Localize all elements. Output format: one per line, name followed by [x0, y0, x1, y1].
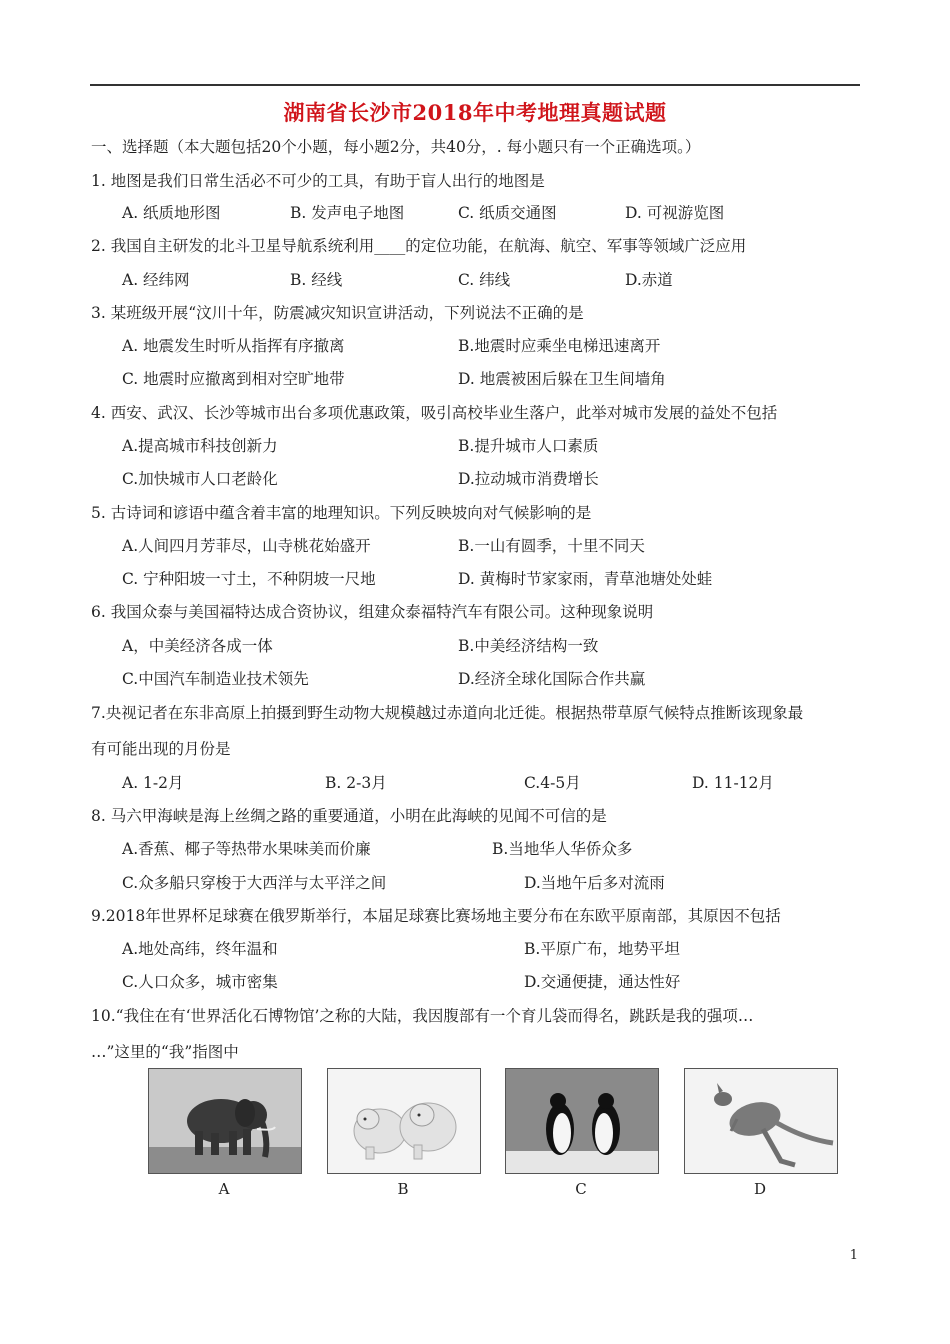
question-6-option-c: C.中国汽车制造业技术领先 [122, 670, 309, 688]
question-9-option-b: B.平原广布，地势平坦 [524, 940, 680, 958]
question-2-option-c: C. 纬线 [458, 271, 511, 289]
question-4-option-b: B.提升城市人口素质 [458, 437, 599, 455]
question-8-option-b: B.当地华人华侨众多 [492, 840, 633, 858]
section-heading: 一、选择题（本大题包括20个小题，每小题2分，共40分，. 每小题只有一个正确选项。） [91, 138, 701, 156]
question-2-stem: 2. 我国自主研发的北斗卫星导航系统利用____的定位功能，在航海、航空、军事等领域广泛应用 [91, 237, 747, 255]
question-6-option-a: A，中美经济各成一体 [122, 637, 273, 655]
question-5-option-d: D. 黄梅时节家家雨，青草池塘处处蛙 [458, 570, 713, 588]
question-7-stem-line-1: 7.央视记者在东非高原上拍摄到野生动物大规模越过赤道向北迁徙。根据热带草原气候特点推断该现象最 [91, 704, 804, 722]
question-5-option-b: B.一山有圆季，十里不同天 [458, 537, 645, 555]
picture-label-b: B [397, 1180, 409, 1198]
penguins-photo [505, 1068, 659, 1174]
question-10-stem-line-1: 10.“我住在有‘世界活化石博物馆’之称的大陆，我因腹部有一个育儿袋而得名，跳跃是我的强项… [91, 1007, 754, 1025]
question-1-option-c: C. 纸质交通图 [458, 204, 557, 222]
question-4-option-d: D.拉动城市消费增长 [458, 470, 599, 488]
question-7-option-d: D. 11-12月 [692, 774, 774, 792]
question-5-option-c: C. 宁种阳坡一寸土，不种阴坡一尺地 [122, 570, 376, 588]
question-9-option-d: D.交通便捷，通达性好 [524, 973, 681, 991]
polar-bears-photo [327, 1068, 481, 1174]
picture-label-a: A [218, 1180, 230, 1198]
question-3-option-b: B.地震时应乘坐电梯迅速离开 [458, 337, 661, 355]
question-2-option-a: A. 经纬网 [122, 271, 190, 289]
picture-label-d: D [753, 1180, 767, 1198]
question-2-option-b: B. 经线 [290, 271, 343, 289]
picture-label-c: C [575, 1180, 587, 1198]
question-7-stem-line-2: 有可能出现的月份是 [91, 740, 231, 758]
question-5-stem: 5. 古诗词和谚语中蕴含着丰富的地理知识。下列反映坡向对气候影响的是 [91, 504, 592, 522]
question-3-stem: 3. 某班级开展“汶川十年，防震减灾知识宣讲活动，下列说法不正确的是 [91, 304, 584, 322]
question-8-stem: 8. 马六甲海峡是海上丝绸之路的重要通道，小明在此海峡的见闻不可信的是 [91, 807, 607, 825]
kangaroo-photo [684, 1068, 838, 1174]
question-7-option-c: C.4-5月 [524, 774, 581, 792]
question-4-stem: 4. 西安、武汉、长沙等城市出台多项优惠政策，吸引高校毕业生落户，此举对城市发展的益处不包括 [91, 404, 778, 422]
question-4-option-c: C.加快城市人口老龄化 [122, 470, 278, 488]
question-3-option-a: A. 地震发生时听从指挥有序撤离 [122, 337, 345, 355]
elephant-photo [148, 1068, 302, 1174]
question-9-option-a: A.地处高纬，终年温和 [122, 940, 278, 958]
question-8-option-c: C.众多船只穿梭于大西洋与太平洋之间 [122, 874, 387, 892]
header-rule [90, 84, 860, 86]
question-10-stem-line-2: …”这里的“我”指图中 [91, 1043, 239, 1061]
question-7-option-b: B. 2-3月 [325, 774, 387, 792]
question-9-stem: 9.2018年世界杯足球赛在俄罗斯举行，本届足球赛比赛场地主要分布在东欧平原南部，其原因不包括 [91, 907, 781, 925]
question-1-option-a: A. 纸质地形图 [122, 204, 221, 222]
question-7-option-a: A. 1-2月 [122, 774, 184, 792]
question-6-stem: 6. 我国众泰与美国福特达成合资协议，组建众泰福特汽车有限公司。这种现象说明 [91, 603, 654, 621]
question-1-option-b: B. 发声电子地图 [290, 204, 405, 222]
question-1-stem: 1. 地图是我们日常生活必不可少的工具，有助于盲人出行的地图是 [91, 172, 545, 190]
question-9-option-c: C.人口众多，城市密集 [122, 973, 278, 991]
question-6-option-b: B.中美经济结构一致 [458, 637, 599, 655]
question-8-option-d: D.当地午后多对流雨 [524, 874, 665, 892]
question-4-option-a: A.提高城市科技创新力 [122, 437, 278, 455]
question-2-option-d: D.赤道 [625, 271, 673, 289]
page-number: 1 [849, 1248, 858, 1263]
question-3-option-c: C. 地震时应撤离到相对空旷地带 [122, 370, 345, 388]
question-8-option-a: A.香蕉、椰子等热带水果味美而价廉 [122, 840, 371, 858]
question-5-option-a: A.人间四月芳菲尽，山寺桃花始盛开 [122, 537, 371, 555]
question-3-option-d: D. 地震被困后躲在卫生间墙角 [458, 370, 666, 388]
question-6-option-d: D.经济全球化国际合作共赢 [458, 670, 646, 688]
question-1-option-d: D. 可视游览图 [625, 204, 725, 222]
document-title: 湖南省长沙市2018年中考地理真题试题 [283, 100, 667, 125]
